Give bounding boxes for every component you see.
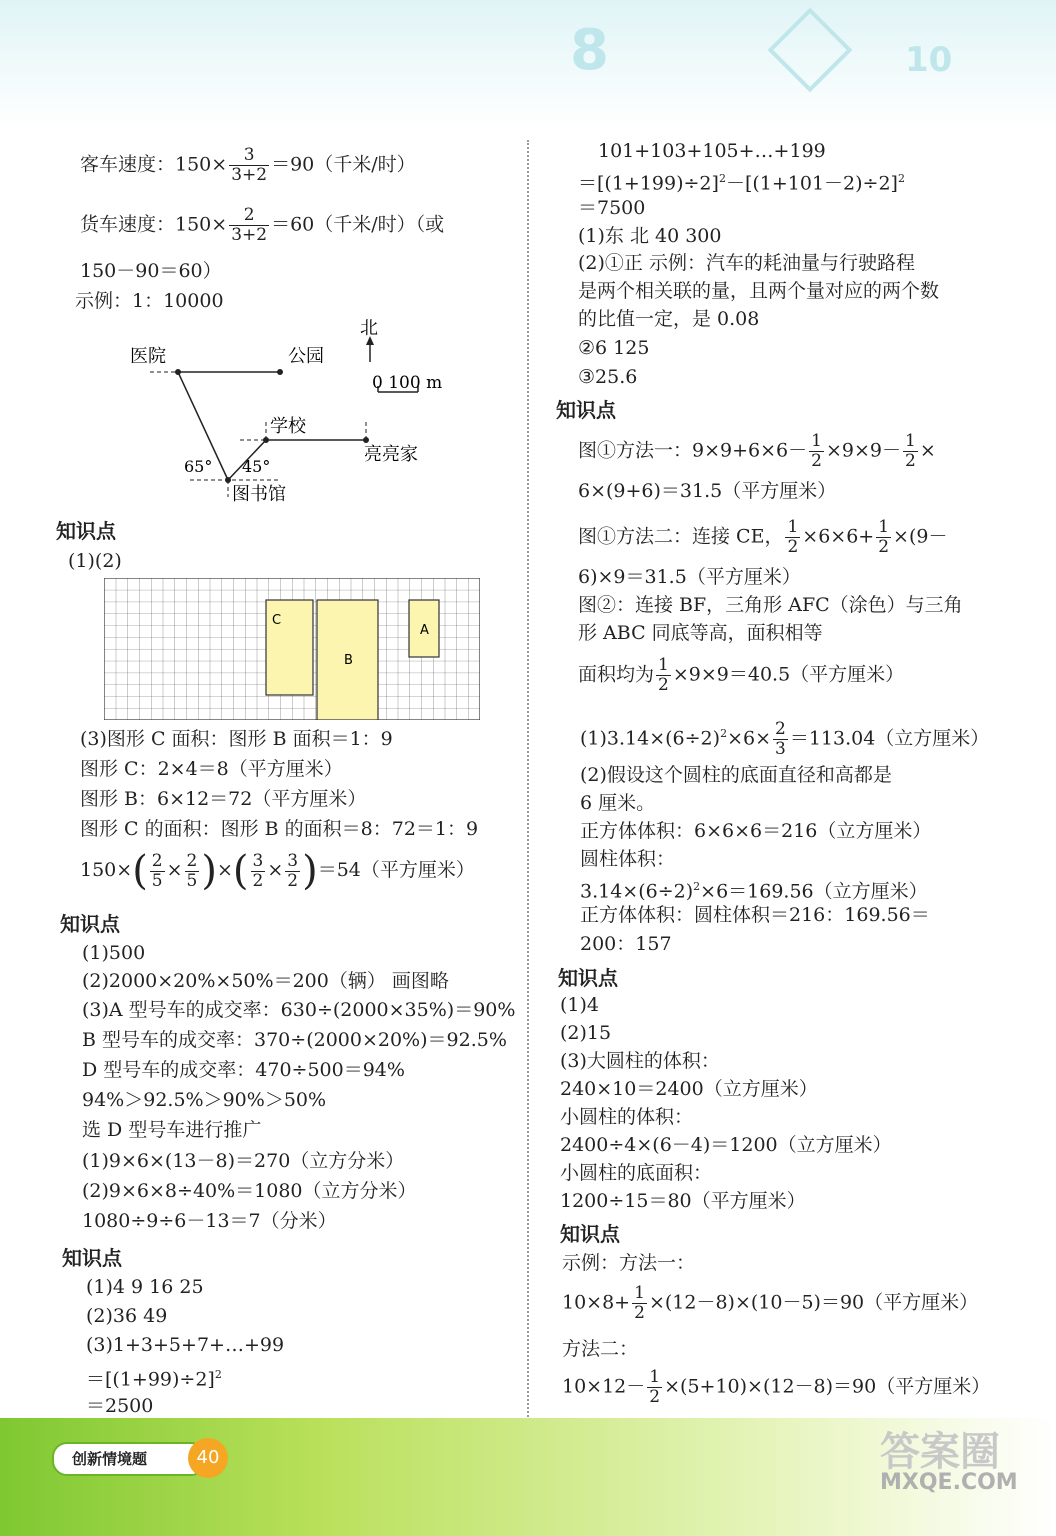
route-map — [120, 312, 470, 512]
text-line: 图形 C 的面积：图形 B 的面积＝8：72＝1：9 — [80, 818, 479, 840]
text-line: (3)图形 C 面积：图形 B 面积＝1：9 — [80, 728, 393, 750]
text-line: 10×12－ $\frac{1}{2}$ ×(5+10)×(12－8)＝90（平方厘米） — [562, 1367, 991, 1407]
decor-digit: 10 — [905, 40, 953, 80]
text-line: (2)假设这个圆柱的底面直径和高都是 — [580, 764, 892, 786]
home-label: 亮亮家 — [364, 444, 418, 465]
text-line: 小圆柱的底面积： — [560, 1162, 713, 1184]
text-line: 150－90＝60） — [80, 260, 222, 282]
text-line: 正方体体积：圆柱体积＝216：169.56＝ — [580, 904, 930, 926]
text-line: (1)东 北 40 300 — [578, 225, 722, 247]
text-line: B 型号车的成交率：370÷(2000×20%)＝92.5% — [82, 1029, 507, 1051]
park-label: 公园 — [288, 346, 324, 367]
text-line: 图①方法一：9×9+6×6－ $\frac{1}{2}$ ×9×9－ $\frac{1}{2}$ × — [578, 431, 936, 471]
text-line: 101+103+105+…+199 — [598, 140, 826, 162]
text-line: 图①方法二：连接 CE， $\frac{1}{2}$ ×6×6+ $\frac{1}{2}$ ×(9－ — [578, 517, 948, 557]
text-line: ②6 125 — [578, 337, 650, 359]
text-line: 图形 C：2×4＝8（平方厘米） — [80, 758, 343, 780]
top-decoration-band — [0, 0, 1056, 130]
section-heading: 知识点 — [60, 912, 120, 936]
text-line: (1)4 9 16 25 — [86, 1276, 204, 1298]
text-line: (2)①正 示例：汽车的耗油量与行驶路程 — [578, 252, 915, 274]
section-heading: 知识点 — [62, 1246, 122, 1270]
text-line: 示例：1：10000 — [75, 290, 224, 312]
text-line: (1)(2) — [68, 550, 122, 572]
school-label: 学校 — [270, 416, 306, 437]
text-line: 小圆柱的体积： — [560, 1106, 694, 1128]
bus-speed-line: 客车速度：150× $\frac{3}{3+2}$ ＝90（千米/时） — [80, 145, 416, 185]
angle-65-label: 65° — [184, 457, 213, 476]
text-line: 示例：方法一： — [562, 1252, 696, 1274]
truck-speed-line: 货车速度：150× $\frac{2}{3+2}$ ＝60（千米/时）（或 — [80, 205, 445, 245]
text-line: 6)×9＝31.5（平方厘米） — [578, 566, 801, 588]
library-label: 图书馆 — [232, 484, 286, 505]
text-line: (1)500 — [82, 942, 146, 964]
text-line: 10×8+ $\frac{1}{2}$ ×(12－8)×(10－5)＝90（平方厘米） — [562, 1283, 979, 1323]
text-line: 94%＞92.5%＞90%＞50% — [82, 1089, 327, 1111]
section-heading: 知识点 — [56, 519, 116, 543]
shape-b-label: B — [344, 653, 353, 668]
shape-a-label: A — [420, 623, 429, 638]
text-line: $3.14\times(6\div 2)^2\times 6=169.56$（立方厘米） — [580, 880, 928, 903]
text-line: (3)1+3+5+7+…+99 — [86, 1334, 285, 1356]
text-line: 选 D 型号车进行推广 — [82, 1119, 262, 1141]
text-line: 2400÷4×(6－4)＝1200（立方厘米） — [560, 1134, 892, 1156]
page-number: 40 — [188, 1438, 228, 1478]
column-divider — [527, 140, 529, 1420]
section-heading: 知识点 — [558, 966, 618, 990]
text-line: ＝7500 — [578, 197, 646, 219]
text-line: 200：157 — [580, 933, 672, 955]
shape-c-label: C — [272, 613, 282, 628]
text-line: 形 ABC 同底等高，面积相等 — [578, 622, 823, 644]
text-line: 图形 B：6×12＝72（平方厘米） — [80, 788, 367, 810]
angle-45-label: 45° — [242, 457, 271, 476]
text-line: (1)4 — [560, 994, 600, 1016]
scale-label: 0 100 m — [372, 373, 443, 393]
text-line: 240×10＝2400（立方厘米） — [560, 1078, 818, 1100]
text-line: $(1)3.14\times(6\div 2)^2\times 6\times$ $\frac{2}{3}$ ＝113.04（立方厘米） — [580, 718, 990, 759]
text-line: 1200÷15＝80（平方厘米） — [560, 1190, 806, 1212]
text-line: 6×(9+6)＝31.5（平方厘米） — [578, 480, 837, 502]
section-tag: 创新情境题 — [52, 1442, 206, 1476]
text-line: 圆柱体积： — [580, 848, 676, 870]
watermark-url: MXQE.COM — [880, 1470, 1018, 1495]
text-line: (2)36 49 — [86, 1305, 168, 1327]
text-line: ③25.6 — [578, 366, 638, 388]
text-line: 方法二： — [562, 1338, 639, 1360]
text-line: 6 厘米。 — [580, 792, 656, 814]
hospital-label: 医院 — [130, 346, 166, 367]
text-line: (2)9×6×8÷40%＝1080（立方分米） — [82, 1180, 417, 1202]
north-label: 北 — [360, 318, 378, 339]
text-line: 是两个相关联的量，且两个量对应的两个数 — [578, 280, 940, 302]
text-line: $=[(1+99)\div 2]^2$ — [86, 1368, 222, 1391]
section-heading: 知识点 — [556, 398, 616, 422]
text-line: ＝2500 — [86, 1395, 154, 1417]
text-line: (1)9×6×(13－8)＝270（立方分米） — [82, 1150, 405, 1172]
decor-digit: 8 — [570, 18, 609, 83]
grid-figure — [104, 578, 480, 720]
text-line: 的比值一定，是 0.08 — [578, 308, 760, 330]
text-line: (2)15 — [560, 1022, 612, 1044]
text-line: (3)大圆柱的体积： — [560, 1050, 720, 1072]
text-line: 1080÷9÷6－13＝7（分米） — [82, 1210, 337, 1232]
section-heading: 知识点 — [560, 1222, 620, 1246]
area-formula-line: 150×( $\frac{2}{5}$ × $\frac{2}{5}$ )×( $\frac{3}{2}$ × $\frac{3}{2}$ )＝54（平方厘米） — [80, 848, 475, 894]
text-line: (3)A 型号车的成交率：630÷(2000×35%)＝90% — [82, 999, 516, 1021]
text-line: D 型号车的成交率：470÷500＝94% — [82, 1059, 405, 1081]
text-line: 图②：连接 BF，三角形 AFC（涂色）与三角 — [578, 594, 963, 616]
text-line: (2)2000×20%×50%＝200（辆） 画图略 — [82, 970, 449, 992]
text-line: 正方体体积：6×6×6＝216（立方厘米） — [580, 820, 932, 842]
text-line: $=[(1+199)\div 2]^2-[(1+101-2)\div 2]^2$ — [578, 172, 905, 195]
text-line: 面积均为 $\frac{1}{2}$ ×9×9＝40.5（平方厘米） — [578, 655, 905, 695]
watermark-logo: 答案圈 — [880, 1429, 1000, 1475]
